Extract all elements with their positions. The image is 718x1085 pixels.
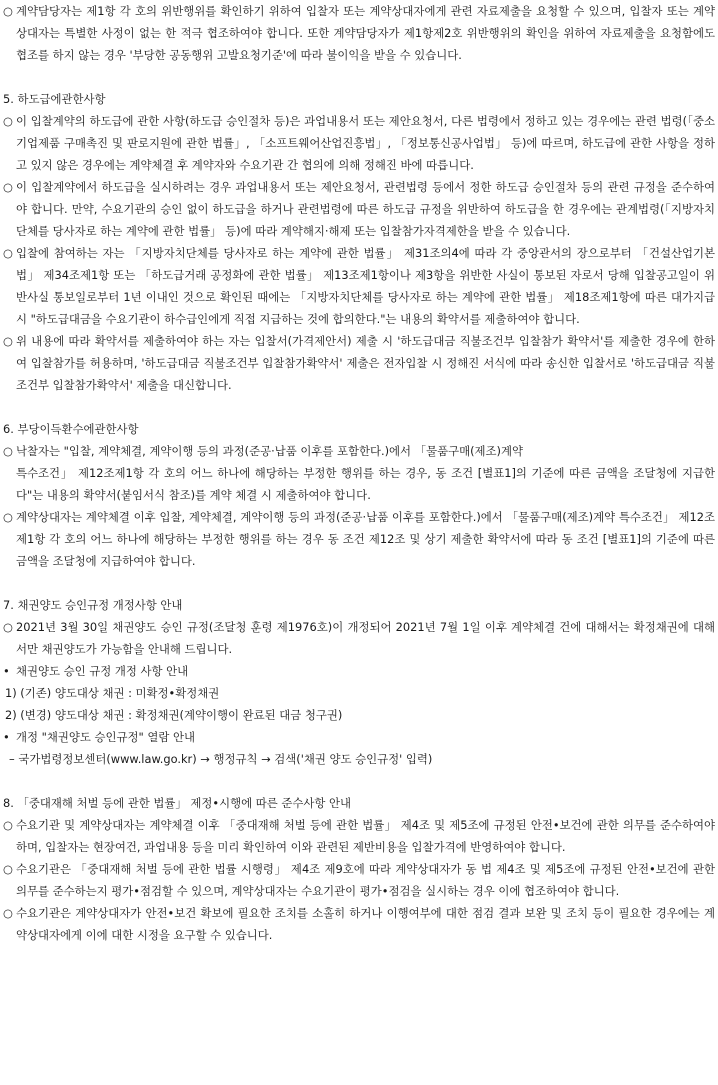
sec7-bullet — [3, 660, 715, 682]
sec5-text-2: 이 입찰계약에서 하도급을 실시하려는 경우 과업내용서 또는 제안요청서, 관련법령 등에서 정한 하도급 승인절차 등의 관련 규정을 준수하여야 합니다. 만약, 수요기관의 승인 없이 하도급을 하거나 관련법령에 따른 하도급 규정을 위반하여 하도급을 한 경우에는 관계법령(「지방자치단체를 당사자로 하는 계약에 관한 법률」 등)에 따라 계약해지·해제 또는 입찰참가자격제한을 받을 수 있습니다. — [16, 180, 715, 238]
sec5-text-1: 이 입찰계약의 하도급에 관한 사항(하도급 승인절차 등)은 과업내용서 또는 제안요청서, 다른 법령에서 정하고 있는 경우에는 관련 법령(「중소기업제품 구매촉진 및 판로지원에 관한 법률」, 「소프트웨어산업진흥법」, 「정보통신공사업법」 등)에 따르며, 하도급에 관한 사항을 정하고 있지 않은 경우에는 계약체결 후 계약자와 수요기관 간 협의에 의해 정해진 바에 따릅니다. — [16, 114, 715, 172]
sec7-bullet-1: 채권양도 승인 규정 개정 사항 안내 — [16, 664, 189, 678]
sec7-paragraph — [3, 616, 715, 660]
circle-marker-icon: ○ — [3, 620, 13, 634]
section-6-heading: 6. 부당이득환수에관한사항 — [3, 422, 139, 436]
section-8-heading: 8. 「중대재해 처벌 등에 관한 법률」 제정•시행에 따른 준수사항 안내 — [3, 796, 352, 810]
circle-marker-icon: ○ — [3, 246, 13, 260]
intro-paragraph — [3, 0, 715, 66]
sec8-paragraph — [3, 858, 715, 902]
sec7-item-2: 2) (변경) 양도대상 채권 : 확정채권(계약이행이 완료된 대금 청구권) — [5, 708, 343, 722]
circle-marker-icon: ○ — [3, 444, 13, 458]
sec5-text-3: 입찰에 참여하는 자는 「지방자치단체를 당사자로 하는 계약에 관한 법률」 제31조의4에 따라 각 중앙관서의 장으로부터 「건설산업기본법」 제34조제1항 또는 「하도급거래 공정화에 관한 법률」 제13조제1항이나 제3항을 위반한 사실이 통보된 자로서 당해 입찰공고일이 위반사실 통보일로부터 1년 이내인 것으로 확인된 때에는 「지방자치단체를 당사자로 하는 계약에 관한 법률」 제18조제1항에 따른 대가지급 시 "하도급대금을 수요기관이 하수급인에게 직접 지급하는 것에 합의한다."는 내용의 확약서를 제출하여야 합니다. — [16, 246, 715, 326]
section-5-heading: 5. 하도급에관한사항 — [3, 92, 106, 106]
sec7-text: 2021년 3월 30일 채권양도 승인 규정(조달청 훈령 제1976호)이 개정되어 2021년 7월 1일 이후 계약체결 건에 대해서는 확정채권에 대해서만 채권양도가 가능함을 안내해 드립니다. — [16, 620, 715, 656]
sec5-paragraph — [3, 176, 715, 242]
sec6-paragraph — [3, 506, 715, 572]
intro-text: 계약담당자는 제1항 각 호의 위반행위를 확인하기 위하여 입찰자 또는 계약상대자에게 관련 자료제출을 요청할 수 있으며, 입찰자 또는 계약상대자는 특별한 사정이 없는 한 적극 협조하여야 합니다. 또한 계약담당자가 제1항제2호 위반행위의 확인을 위하여 자료제출을 요청함에도 협조를 하지 않는 경우 '부당한 공동행위 고발요청기준'에 따라 불이익을 받을 수 있습니다. — [16, 4, 715, 62]
sec6-text-1b: 특수조건」 제12조제1항 각 호의 어느 하나에 해당하는 부정한 행위를 하는 경우, 동 조건 [별표1]의 기준에 따른 금액을 조달청에 지급한다"는 내용의 확약서(붙임서식 참조)를 계약 체결 시 제출하여야 합니다. — [16, 466, 715, 502]
bullet-icon: • — [3, 730, 10, 744]
sec5-paragraph — [3, 330, 715, 396]
bullet-icon: • — [3, 664, 10, 678]
circle-marker-icon: ○ — [3, 818, 13, 832]
circle-marker-icon: ○ — [3, 862, 13, 876]
circle-marker-icon: ○ — [3, 510, 13, 524]
sec7-link-line: – 국가법령정보센터(www.law.go.kr) → 행정규칙 → 검색('채권 양도 승인규정' 입력) — [9, 752, 433, 766]
sec7-bullet-2: 개정 "채권양도 승인규정" 열람 안내 — [16, 730, 196, 744]
sec5-text-4: 위 내용에 따라 확약서를 제출하여야 하는 자는 입찰서(가격제안서) 제출 시 '하도급대금 직불조건부 입찰참가 확약서'를 제출한 경우에 한하여 입찰참가를 허용하며, '하도급대금 직불조건부 입찰참가확약서' 제출은 전자입찰 시 정해진 서식에 따라 송신한 입찰서로 '하도급대금 직불조건부 입찰참가확약서' 제출을 대신합니다. — [16, 334, 715, 392]
sec5-paragraph — [3, 110, 715, 176]
circle-marker-icon: ○ — [3, 334, 13, 348]
sec5-paragraph — [3, 242, 715, 330]
circle-marker-icon: ○ — [3, 114, 13, 128]
sec6-text-1a: 낙찰자는 "입찰, 계약체결, 계약이행 등의 과정(준공·납품 이후를 포함한다.)에서 「물품구매(제조)계약 — [16, 444, 523, 458]
sec8-text-3: 수요기관은 계약상대자가 안전•보건 확보에 필요한 조치를 소홀히 하거나 이행여부에 대한 점검 결과 보완 및 조치 등이 필요한 경우에는 계약상대자에게 이에 대한 시정을 요구할 수 있습니다. — [16, 906, 715, 942]
sec6-text-2: 계약상대자는 계약체결 이후 입찰, 계약체결, 계약이행 등의 과정(준공·납품 이후를 포함한다.)에서 「물품구매(제조)계약 특수조건」 제12조 제1항 각 호의 어느 하나에 해당하는 부정한 행위를 하는 경우 동 조건 제12조 및 상기 제출한 확약서에 따라 동 조건 [별표1]의 기준에 따른 금액을 조달청에 지급하여야 합니다. — [16, 510, 715, 568]
sec6-paragraph — [3, 440, 715, 506]
circle-marker-icon: ○ — [3, 906, 13, 920]
circle-marker-icon: ○ — [3, 4, 13, 18]
sec7-bullet — [3, 726, 715, 748]
sec8-text-2: 수요기관은 「중대재해 처벌 등에 관한 법률 시행령」 제4조 제9호에 따라 계약상대자가 동 법 제4조 및 제5조에 규정된 안전•보건에 관한 의무를 준수하는지 평가•점검할 수 있으며, 계약상대자는 수요기관이 평가•점검을 실시하는 경우 이에 협조하여야 합니다. — [16, 862, 715, 898]
sec7-item-1: 1) (기존) 양도대상 채권 : 미확정•확정채권 — [5, 686, 220, 700]
sec8-paragraph — [3, 814, 715, 858]
circle-marker-icon: ○ — [3, 180, 13, 194]
sec8-paragraph — [3, 902, 715, 946]
section-7-heading: 7. 채권양도 승인규정 개정사항 안내 — [3, 598, 183, 612]
sec8-text-1: 수요기관 및 계약상대자는 계약체결 이후 「중대재해 처벌 등에 관한 법률」 제4조 및 제5조에 규정된 안전•보건에 관한 의무를 준수하여야 하며, 입찰자는 현장여건, 과업내용 등을 미리 확인하여 이와 관련된 제반비용을 입찰가격에 반영하여야 합니다. — [16, 818, 715, 854]
